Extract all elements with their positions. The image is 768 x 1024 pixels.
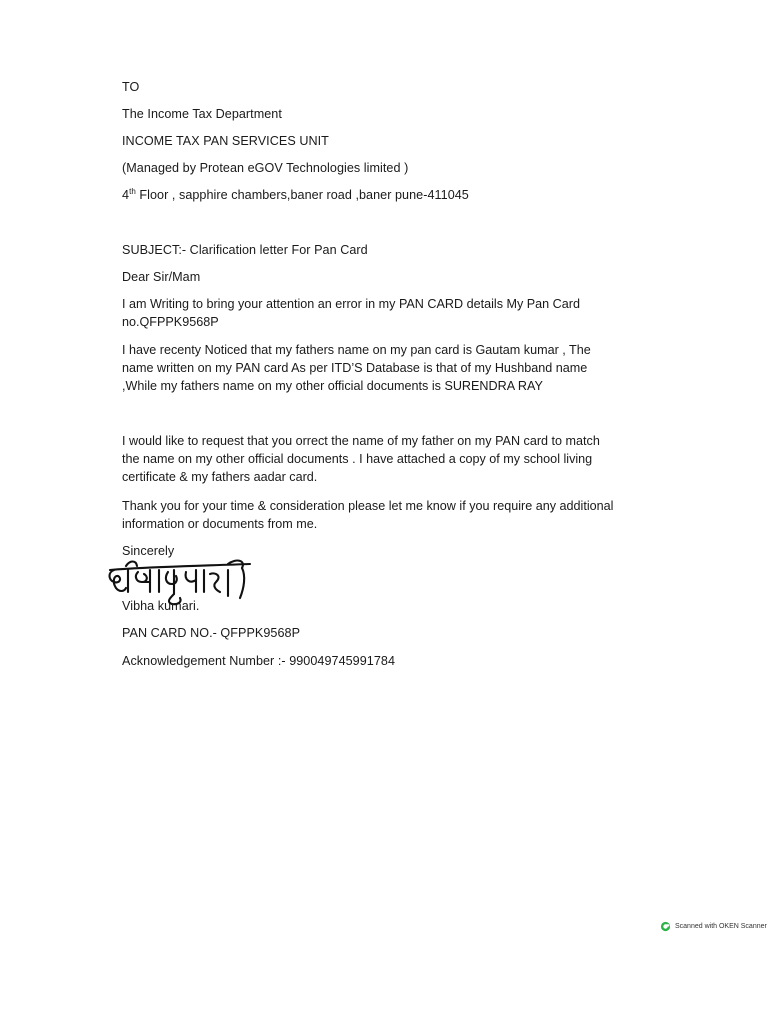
scanner-watermark <box>660 921 767 932</box>
paragraph-1-line: I am Writing to bring your attention an error in my PAN CARD details My Pan Card <box>122 297 580 311</box>
scanner-text: Scanned with OKEN Scanner <box>675 923 767 930</box>
subject-line: SUBJECT:- Clarification letter For Pan Card <box>122 243 368 257</box>
paragraph-2-line: ,While my fathers name on my other official documents is SURENDRA RAY <box>122 379 543 394</box>
address-rest: Floor , sapphire chambers,baner road ,baner pune-411045 <box>135 188 469 202</box>
paragraph-2-line: name written on my PAN card As per ITD’S Database is that of my Hushband name <box>122 361 588 376</box>
paragraph-3-line: certificate & my fathers aadar card. <box>122 470 318 485</box>
address-line <box>122 186 469 204</box>
address-floor-number: 4 <box>122 188 130 202</box>
scanner-logo-icon <box>660 921 671 932</box>
paragraph-2 <box>122 341 662 396</box>
paragraph-3-line: the name on my other official documents . I have attached a copy of my school living <box>122 452 593 467</box>
paragraph-4-line: information or documents from me. <box>122 517 318 532</box>
acknowledgement-number: Acknowledgement Number :- 990049745991784 <box>122 654 395 668</box>
paragraph-1-line: no.QFPPK9568P <box>122 315 219 330</box>
paragraph-3-line: I would like to request that you orrect the name of my father on my PAN card to match <box>122 434 600 448</box>
address-floor-suffix: th <box>129 186 136 196</box>
paragraph-4-line: Thank you for your time & consideration please let me know if you require any additional <box>122 499 614 513</box>
recipient-line-1: The Income Tax Department <box>122 107 282 121</box>
paragraph-1 <box>122 295 662 331</box>
recipient-line-2: INCOME TAX PAN SERVICES UNIT <box>122 134 329 148</box>
closing: Sincerely <box>122 544 175 558</box>
signatory-name: Vibha kumari. <box>122 599 200 613</box>
paragraph-4 <box>122 497 662 533</box>
salutation: Dear Sir/Mam <box>122 270 201 284</box>
pan-card-number: PAN CARD NO.- QFPPK9568P <box>122 626 301 640</box>
recipient-line-3: (Managed by Protean eGOV Technologies limited ) <box>122 161 409 175</box>
to-line: TO <box>122 80 140 94</box>
paragraph-3 <box>122 432 662 487</box>
paragraph-2-line: I have recenty Noticed that my fathers name on my pan card is Gautam kumar , The <box>122 343 591 357</box>
